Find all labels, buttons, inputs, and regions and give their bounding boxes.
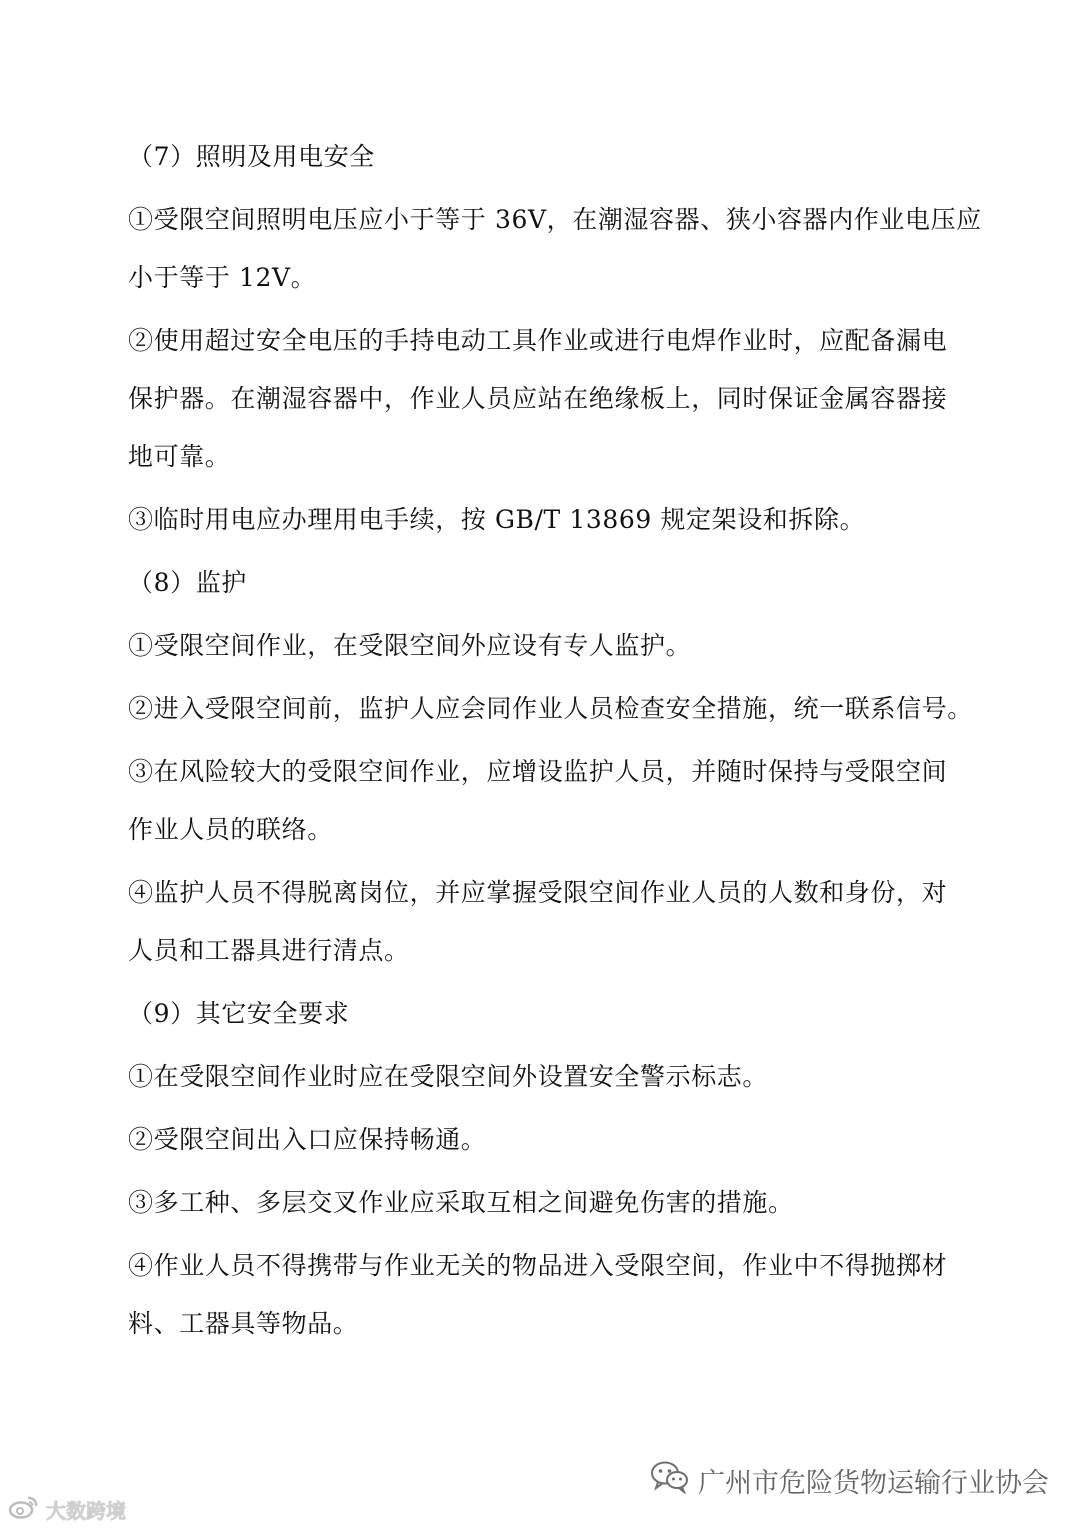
- text-line: ①受限空间作业，在受限空间外应设有专人监护。: [128, 631, 692, 660]
- text-line: （7）照明及用电安全: [128, 142, 375, 171]
- paragraph: [128, 1048, 958, 1106]
- text-line: 保护器。在潮湿容器中，作业人员应站在绝缘板上，同时保证金属容器接: [128, 384, 948, 413]
- paragraph: [128, 1237, 958, 1353]
- document-body: [128, 128, 982, 1353]
- text-line: 作业人员的联络。: [128, 815, 333, 844]
- paragraph: [128, 1111, 958, 1169]
- text-line: 地可靠。: [128, 442, 231, 471]
- text-line: ①受限空间照明电压应小于等于 36V，在潮湿容器、狭小容器内作业电压应: [128, 205, 982, 234]
- text-line: 人员和工器具进行清点。: [128, 936, 410, 965]
- text-line: ④监护人员不得脱离岗位，并应掌握受限空间作业人员的人数和身份，对: [128, 878, 948, 907]
- paragraph: [128, 680, 973, 738]
- text-line: ③临时用电应办理用电手续，按 GB/T 13869 规定架设和拆除。: [128, 505, 866, 534]
- paragraph: [128, 743, 958, 859]
- paragraph: [128, 491, 958, 549]
- text-line: 小于等于 12V。: [128, 263, 317, 292]
- text-line: 料、工器具等物品。: [128, 1309, 359, 1338]
- paragraph: [128, 554, 958, 612]
- text-line: ②受限空间出入口应保持畅通。: [128, 1125, 487, 1154]
- paragraph: [128, 1174, 958, 1232]
- wechat-icon: [650, 1460, 690, 1501]
- weibo-account-name: 大数跨境: [46, 1498, 126, 1523]
- paragraph: [128, 617, 958, 675]
- text-line: （9）其它安全要求: [128, 999, 350, 1028]
- paragraph: [128, 985, 958, 1043]
- paragraph: [128, 191, 982, 307]
- text-line: ③多工种、多层交叉作业应采取互相之间避免伤害的措施。: [128, 1188, 794, 1217]
- text-line: ①在受限空间作业时应在受限空间外设置安全警示标志。: [128, 1062, 769, 1091]
- weibo-icon: [8, 1494, 40, 1525]
- wechat-account-name: 广州市危险货物运输行业协会: [698, 1467, 1049, 1499]
- wechat-watermark: [650, 1458, 1049, 1502]
- text-line: （8）监护: [128, 568, 247, 597]
- text-line: ②使用超过安全电压的手持电动工具作业或进行电焊作业时，应配备漏电: [128, 326, 948, 355]
- text-line: ④作业人员不得携带与作业无关的物品进入受限空间，作业中不得抛掷材: [128, 1251, 948, 1280]
- text-line: ②进入受限空间前，监护人应会同作业人员检查安全措施，统一联系信号。: [128, 694, 973, 723]
- text-line: ③在风险较大的受限空间作业，应增设监护人员，并随时保持与受限空间: [128, 757, 948, 786]
- weibo-watermark: [8, 1494, 126, 1524]
- paragraph: [128, 312, 958, 486]
- paragraph: [128, 864, 958, 980]
- paragraph: [128, 128, 958, 186]
